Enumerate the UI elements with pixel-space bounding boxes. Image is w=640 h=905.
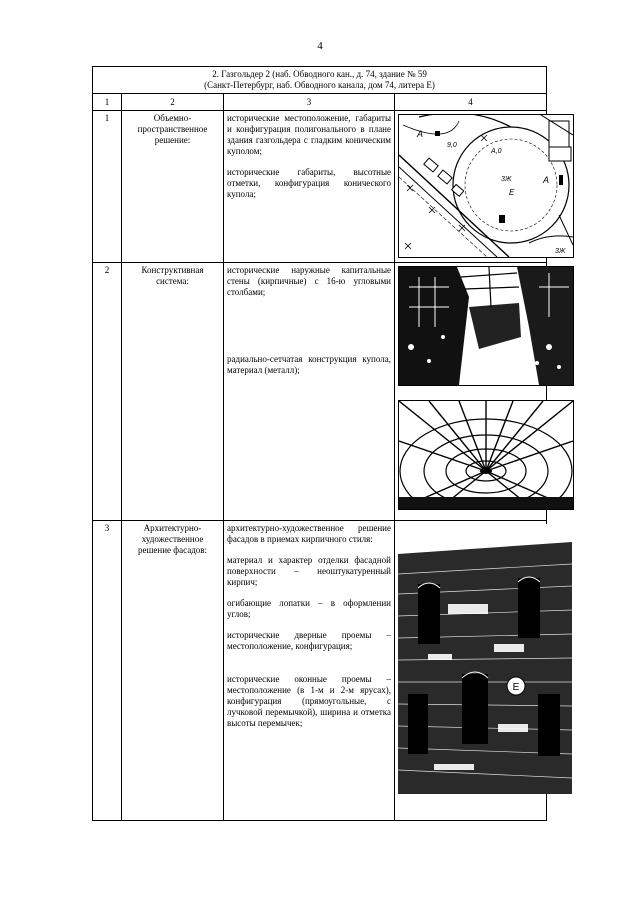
column-numbers-row [93,94,547,111]
column-number: 1 [93,94,122,111]
plan-label: 9,0 [447,142,457,149]
page-number: 4 [317,40,323,52]
row-image-cell [395,263,547,521]
plan-label: А [543,175,550,185]
facade-photo [398,524,572,794]
description-paragraph: исторические местоположение, габариты и конфигурация полигонального в плане здания газгольдера с гладким коническим куполом; [227,113,391,156]
table-row [93,263,547,521]
description-paragraph: исторические дверные проемы – местоположение, конфигурация; [227,630,391,651]
dome-structure-photo [398,400,574,510]
table-title-line-2: (Санкт-Петербург, наб. Обводного канала, дом 74, литера Е) [204,80,435,90]
table-title [93,67,547,94]
description-paragraph: исторические оконные проемы – местоположение (в 1-м и 2-м ярусах), конфигурация (прямоугольные, с лучковой перемычкой), ширина и отметка высоты перемычек; [227,674,391,728]
plan-label: А [417,129,424,139]
description-paragraph: радиально-сетчатая конструкция купола, материал (металл); [227,354,391,375]
table-row [93,111,547,263]
row-description [224,111,395,263]
description-paragraph: архитектурно-художественное решение фасадов в приемах кирпичного стиля: [227,523,391,544]
row-number: 3 [93,521,122,821]
site-plan-drawing [398,114,574,258]
facade-badge: Е [512,682,520,693]
table-row [93,521,547,821]
plan-label: Е [509,188,515,197]
row-name: Объемно-пространственное решение: [122,111,224,263]
row-image-cell [395,521,547,821]
table-header-row [93,67,547,94]
description-paragraph: исторические габариты, высотные отметки, конфигурация конического купола; [227,167,391,199]
monument-table [92,66,566,821]
interior-wall-photo [398,266,574,386]
plan-label: 3Ж [555,248,566,255]
description-paragraph: материал и характер отделки фасадной поверхности – неоштукатуренный кирпич; [227,555,391,587]
column-number: 3 [224,94,395,111]
row-image-cell [395,111,566,263]
row-description [224,521,395,821]
row-name: Архитектурно-художественное решение фасадов: [122,521,224,821]
row-name: Конструктивная система: [122,263,224,521]
column-number: 4 [395,94,547,111]
description-paragraph: огибающие лопатки – в оформлении углов; [227,598,391,619]
row-description [224,263,395,521]
table-title-line-1: 2. Газгольдер 2 (наб. Обводного кан., д. 74, здание № 59 [212,69,427,79]
column-number: 2 [122,94,224,111]
description-paragraph: исторические наружные капитальные стены (кирпичные) с 16-ю угловыми столбами; [227,265,391,297]
plan-label: 3Ж [501,176,512,183]
row-number: 2 [93,263,122,521]
row-number: 1 [93,111,122,263]
plan-label: А,0 [491,148,502,155]
